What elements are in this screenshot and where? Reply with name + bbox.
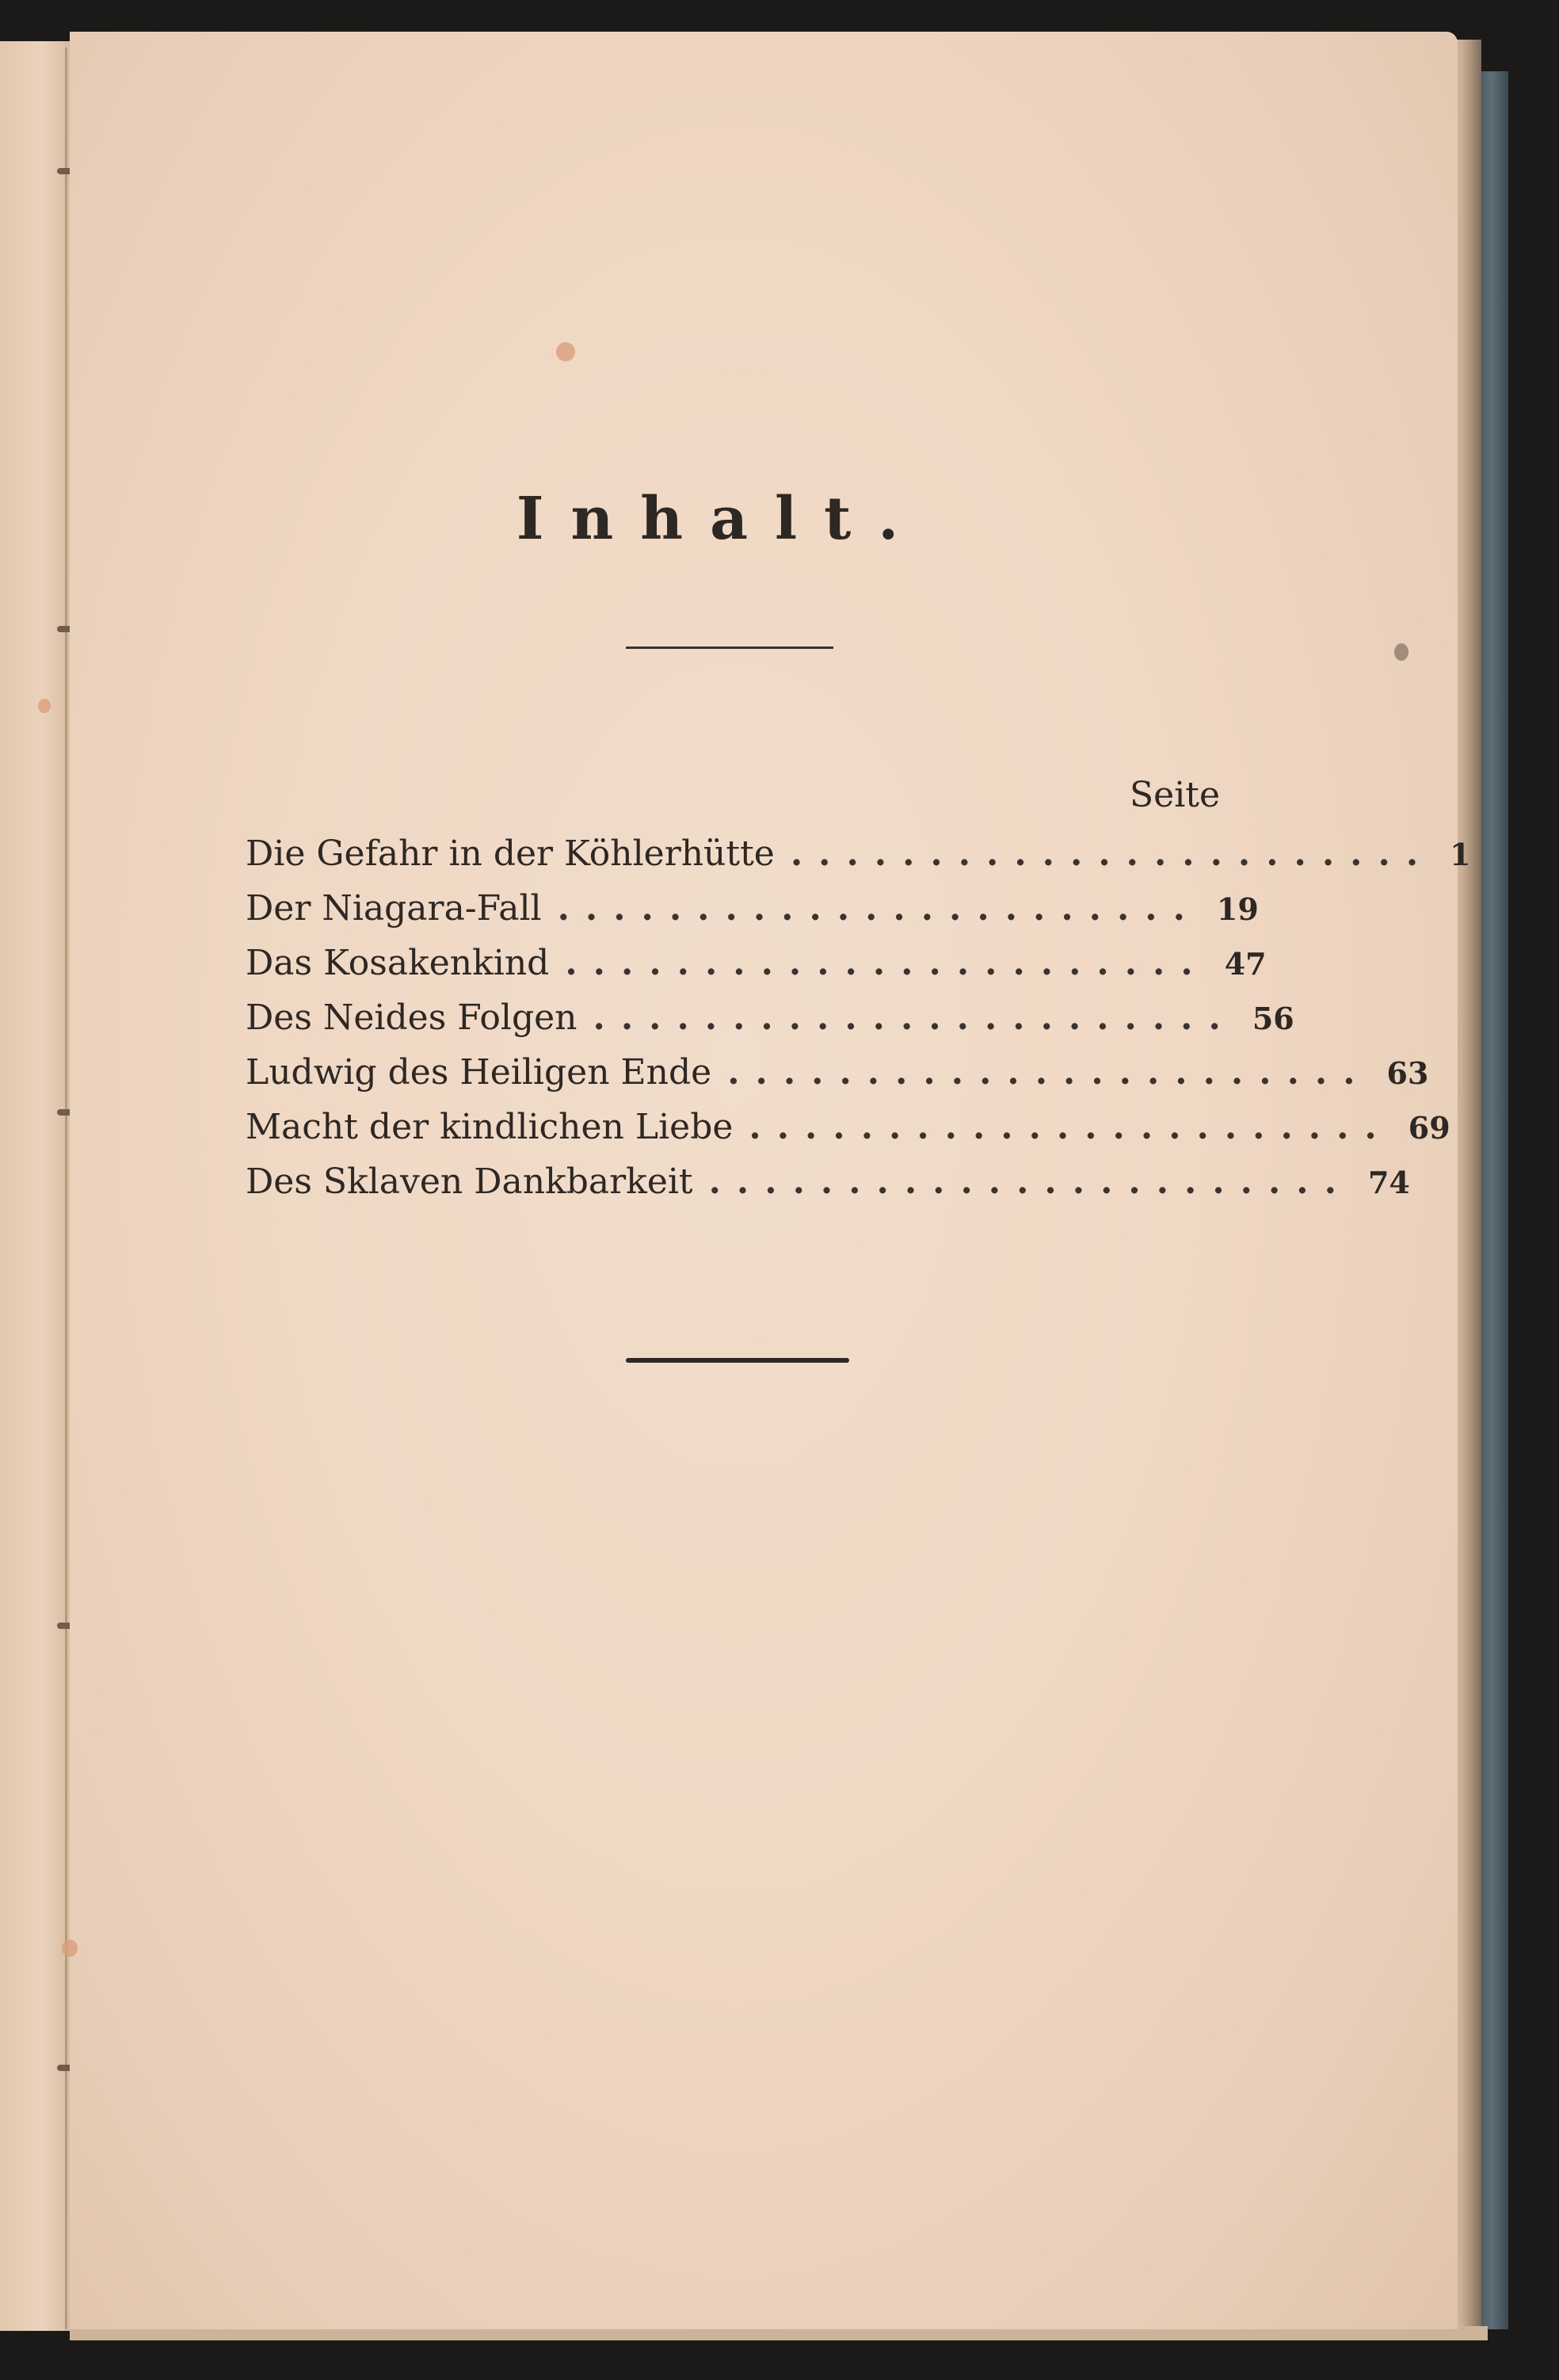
gutter (65, 48, 67, 2329)
page-column-label: Seite (1130, 775, 1220, 815)
toc-entry (246, 1107, 1450, 1161)
previous-page-strip (0, 41, 70, 2331)
toc-entry-page: 69 (1408, 1110, 1450, 1146)
toc-entry-title: Das Kosakenkind (246, 943, 550, 983)
leader-dots: ....................... (557, 888, 1201, 929)
toc-entry-page: 47 (1224, 946, 1267, 982)
leader-dots: ....................... (593, 997, 1237, 1038)
page-heading: Inhalt. (516, 485, 926, 553)
toc-entry-page: 63 (1386, 1055, 1429, 1091)
closing-rule (626, 1358, 849, 1363)
foxing-spot (1394, 643, 1408, 661)
leader-dots: ....................... (727, 1052, 1371, 1093)
foxing-spot (38, 699, 51, 713)
toc-entry (246, 1052, 1429, 1107)
book-cover-edge (1480, 71, 1508, 2329)
toc-entry-page: 56 (1252, 1001, 1294, 1036)
toc-entry-page: 74 (1367, 1165, 1410, 1200)
toc-entry (246, 997, 1294, 1052)
toc-entry-title: Des Neides Folgen (246, 997, 577, 1038)
toc-entry (246, 888, 1259, 943)
toc-entry-title: Der Niagara-Fall (246, 888, 542, 929)
toc-entry-title: Des Sklaven Dankbarkeit (246, 1161, 693, 1202)
toc-entry-title: Ludwig des Heiligen Ende (246, 1052, 712, 1093)
toc-entry (246, 943, 1267, 997)
toc-list (246, 833, 1471, 1216)
foxing-spot (556, 342, 575, 361)
leader-dots: ....................... (708, 1161, 1352, 1202)
leader-dots: ....................... (749, 1107, 1393, 1147)
toc-entry (246, 1161, 1410, 1216)
toc-entry-title: Macht der kindlichen Liebe (246, 1107, 734, 1147)
toc-entry-title: Die Gefahr in der Köhlerhütte (246, 833, 775, 874)
toc-entry-page: 19 (1216, 891, 1259, 927)
toc-entry (246, 833, 1471, 888)
heading-rule (626, 646, 833, 649)
leader-dots: ....................... (565, 943, 1209, 983)
leader-dots: ....................... (790, 833, 1435, 874)
foxing-spot (62, 1939, 78, 1957)
toc-entry-page: 1 (1450, 837, 1471, 872)
